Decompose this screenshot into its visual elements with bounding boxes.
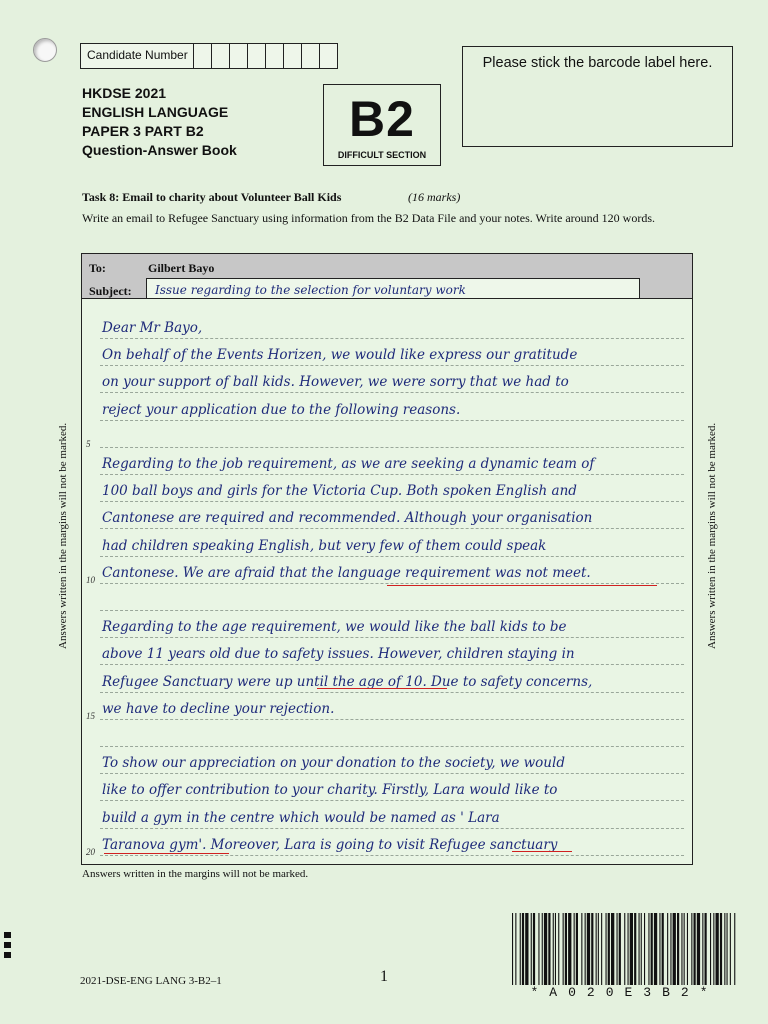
punch-hole [33,38,57,62]
candidate-digit-cell[interactable] [230,44,248,68]
barcode-bar [641,913,642,985]
subject-label: Subject: [89,284,132,298]
barcode-bar [544,913,547,985]
barcode-bar [601,913,602,985]
exam-title-block [82,84,237,160]
handwritten-line: Cantonese are required and recommended. Although your organisation [102,510,593,527]
task-instruction: Write an email to Refugee Sanctuary using information from the B2 Data File and your notes. Write around 120 words. [82,211,656,225]
candidate-digit-cell[interactable] [266,44,284,68]
answer-rule [100,828,684,829]
registration-marks [4,932,11,962]
exam-title-line: PAPER 3 PART B2 [82,123,204,139]
barcode-bar [639,913,640,985]
to-label: To: [89,261,106,275]
correction-mark [387,585,657,586]
barcode-bar [574,913,575,985]
barcode-bar [694,913,696,985]
handwritten-line: Taranova gym'. Moreover, Lara is going to visit Refugee sanctuary [102,836,558,853]
candidate-digit-cell[interactable] [284,44,302,68]
bottom-margin-warning: Answers written in the margins will not be marked. [82,868,309,880]
answer-rule [100,365,684,366]
barcode-bar [568,913,571,985]
answer-rule [100,610,684,611]
barcode-bar [705,913,707,985]
handwritten-line: on your support of ball kids. However, we were sorry that we had to [102,374,569,391]
barcode-bar [587,913,590,985]
barcode-bar [515,913,516,985]
handwritten-line: Cantonese. We are afraid that the language requirement was not meet. [102,564,591,581]
barcode-bar [512,913,513,985]
barcode-bar [651,913,653,985]
barcode-bar [598,913,599,985]
handwritten-line: build a gym in the centre which would be named as ' Lara [102,809,500,826]
barcode-bar [581,913,582,985]
barcode-bar [596,913,597,985]
handwritten-line: 100 ball boys and girls for the Victoria Cup. Both spoken English and [102,483,577,500]
handwritten-line: Regarding to the age requirement, we would like the ball kids to be [102,619,567,636]
line-number: 20 [86,846,95,857]
barcode-bar [654,913,657,985]
barcode-bar [702,913,703,985]
answer-rule [100,719,684,720]
barcode-bar [611,913,614,985]
barcode-bar [617,913,618,985]
barcode-bar [558,913,559,985]
handwritten-line: like to offer contribution to your charity. Firstly, Lara would like to [102,782,558,799]
handwritten-line: we have to decline your rejection. [102,700,335,717]
barcode-bar [619,913,621,985]
margin-warning-right: Answers written in the margins will not be marked. [706,422,718,649]
barcode-bar [691,913,692,985]
line-number: 5 [86,438,91,449]
correction-mark [512,851,572,852]
barcode-bar [548,913,550,985]
barcode-bar [555,913,556,985]
answer-rule [100,420,684,421]
task-marks: (16 marks) [408,190,461,204]
barcode-bar [542,913,543,985]
barcode-bar [606,913,607,985]
barcode-bar [628,913,629,985]
barcode-bar [724,913,725,985]
task-title: Task 8: Email to charity about Volunteer Ball Kids [82,190,342,204]
section-code: B2 [349,91,415,147]
margin-warning-left: Answers written in the margins will not be marked. [57,422,69,649]
paper-code: 2021-DSE-ENG LANG 3-B2–1 [80,975,222,987]
correction-mark [104,853,229,854]
candidate-digit-cell[interactable] [212,44,230,68]
barcode-bar [720,913,722,985]
handwritten-line: Refugee Sanctuary were up until the age of 10. Due to safety concerns, [102,673,593,690]
barcode-bar [644,913,645,985]
answer-rule [100,501,684,502]
answer-rule [100,773,684,774]
barcode-bar [730,913,731,985]
correction-mark [317,688,447,689]
barcode-bar [673,913,676,985]
candidate-digit-cell[interactable] [320,44,337,68]
barcode-bar [713,913,714,985]
line-number: 10 [86,574,95,585]
barcode-bar [697,913,700,985]
handwritten-line: On behalf of the Events Horizen, we would like express our gratitude [102,347,578,364]
barcode-bar [687,913,688,985]
answer-rule [100,556,684,557]
email-header [82,254,692,299]
barcode-bar [681,913,682,985]
barcode-bar [662,913,664,985]
barcode-bar [634,913,636,985]
barcode-bar [533,913,535,985]
barcode-bar [727,913,728,985]
barcode-bar [710,913,711,985]
answer-rule [100,637,684,638]
barcode-bar [538,913,539,985]
barcode-bar [659,913,660,985]
barcode-bar [630,913,633,985]
handwritten-line: Dear Mr Bayo, [102,320,203,336]
candidate-number-box [80,43,338,69]
barcode-instruction: Please stick the barcode label here. [482,55,713,71]
answer-rule [100,583,684,584]
answer-sheet [81,253,693,865]
page-number: 1 [380,968,388,985]
barcode-graphic [512,913,737,985]
candidate-digit-cell[interactable] [248,44,266,68]
barcode-bar [677,913,679,985]
barcode-bar [670,913,671,985]
answer-rule [100,664,684,665]
barcode-bar [525,913,528,985]
barcode-label-area [462,46,733,147]
section-badge [323,84,441,166]
handwritten-line: To show our appreciation on your donation to the society, we would [102,755,565,772]
barcode-bar [585,913,586,985]
candidate-digit-cell[interactable] [194,44,212,68]
handwritten-line: Regarding to the job requirement, as we are seeking a dynamic team of [102,456,595,472]
answer-rule [100,392,684,393]
barcode-bar [648,913,649,985]
barcode-bar [608,913,610,985]
barcode-bar [565,913,567,985]
answer-rule [100,746,684,747]
handwritten-line: above 11 years old due to safety issues. However, children staying in [102,646,575,663]
handwritten-line: reject your application due to the following reasons. [102,401,461,418]
candidate-digit-cell[interactable] [302,44,320,68]
line-number: 15 [86,710,95,721]
barcode-bar [563,913,564,985]
barcode-bar [684,913,685,985]
to-value: Gilbert Bayo [148,261,215,275]
handwritten-line: had children speaking English, but very few of them could speak [102,537,547,554]
answer-rule [100,338,684,339]
barcode-bar [624,913,625,985]
answer-rule [100,447,684,448]
barcode-bar [591,913,593,985]
subject-field[interactable]: Issue regarding to the selection for voluntary work [146,278,640,298]
answer-rule [100,855,684,856]
candidate-number-label: Candidate Number [81,44,194,68]
section-name: DIFFICULT SECTION [337,150,427,160]
barcode-bar [667,913,668,985]
exam-title-line: HKDSE 2021 [82,85,167,101]
barcode-bar [734,913,735,985]
exam-title-line: ENGLISH LANGUAGE [82,104,229,120]
barcode-bar [716,913,719,985]
barcode-bar [531,913,532,985]
barcode-bar [553,913,554,985]
barcode-bar [522,913,524,985]
answer-rule [100,692,684,693]
barcode-text: *A020E3B2* [530,985,719,1000]
barcode-bar [520,913,521,985]
exam-title-line: Question-Answer Book [82,142,237,158]
barcode-bar [576,913,578,985]
answer-rule [100,800,684,801]
answer-rule [100,474,684,475]
answer-rule [100,528,684,529]
